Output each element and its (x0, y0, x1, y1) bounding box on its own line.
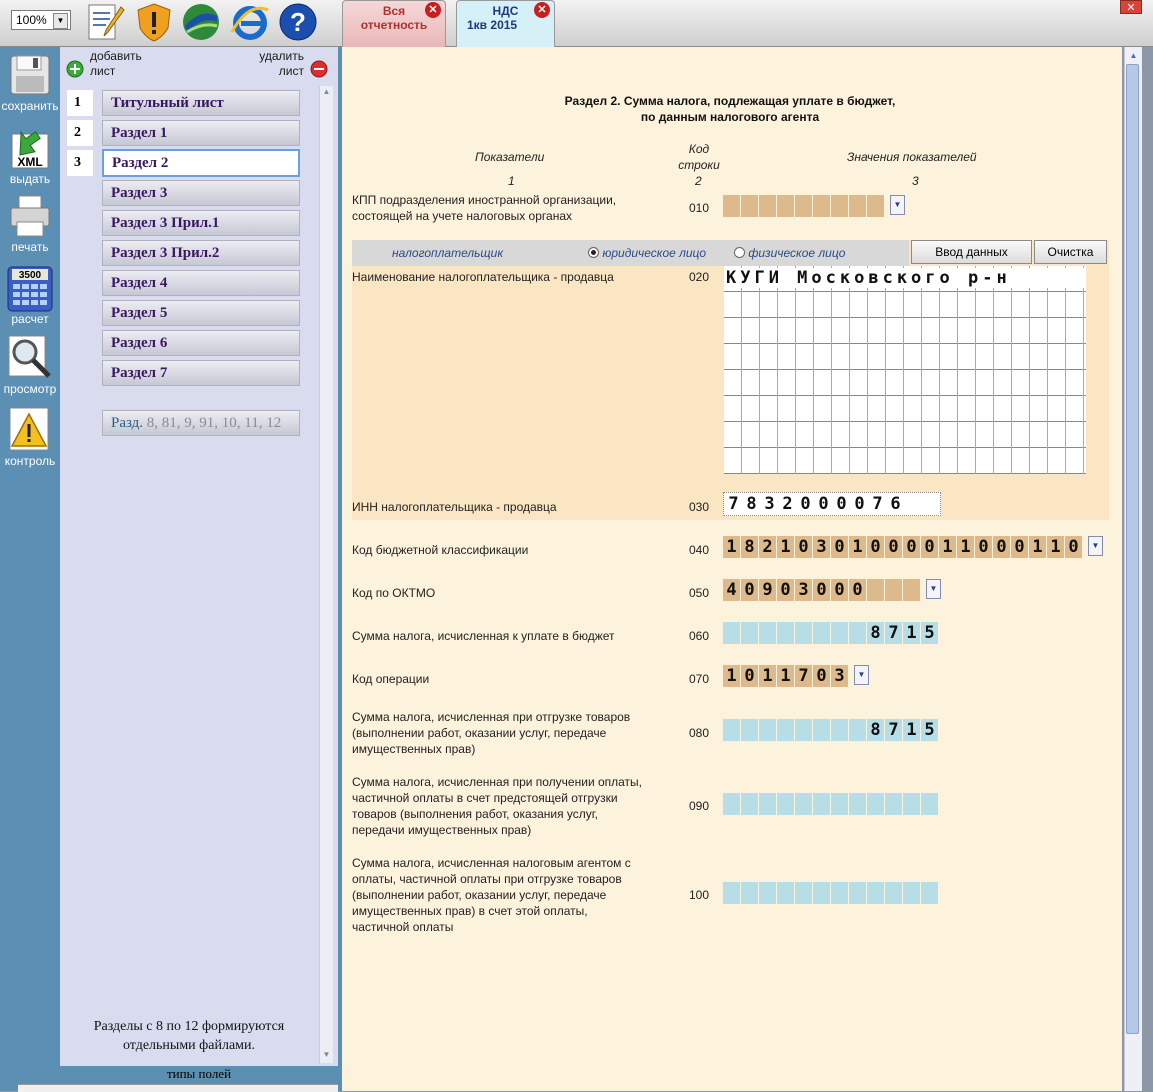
row-070-cell: 3 (831, 665, 848, 687)
row-080-cell: 7 (885, 719, 902, 741)
svg-text:?: ? (290, 7, 306, 37)
row-060-cell: 1 (903, 622, 920, 644)
floppy-disk-icon (9, 54, 51, 96)
radio-unselected-icon (734, 247, 745, 258)
row-090-cell (867, 793, 884, 815)
inn-digit: 0 (854, 494, 865, 514)
row-080-code: 080 (689, 726, 710, 740)
tab-all-reports[interactable] (342, 0, 446, 47)
close-icon[interactable]: ✕ (534, 2, 550, 18)
row-090-cell (723, 793, 740, 815)
row-060-cell (831, 622, 848, 644)
tab-vat-line1: НДС (492, 4, 519, 18)
row-050-cell: 4 (723, 579, 740, 601)
warning-icon (8, 406, 52, 452)
section-title (430, 93, 1030, 125)
add-sheet-label-1: добавить (90, 49, 142, 63)
sheet-section-3-app-2[interactable]: Раздел 3 Прил.2 (102, 240, 300, 266)
add-sheet-label-2: лист (90, 64, 116, 78)
calculate-button[interactable] (0, 266, 60, 328)
row-040-cell: 0 (885, 536, 902, 558)
sheet-list-scrollbar[interactable] (319, 86, 333, 1063)
chevron-down-icon: ▼ (53, 13, 68, 29)
sheet-section-6[interactable]: Раздел 6 (102, 330, 300, 356)
row-070-code: 070 (689, 672, 710, 686)
edit-document-icon[interactable] (86, 2, 126, 42)
radio-legal-entity[interactable]: юридическое лицо (588, 246, 706, 260)
tab-vat-line2: 1кв 2015 (467, 18, 518, 32)
scroll-up-icon[interactable]: ▲ (1129, 51, 1138, 60)
row-090-label: Сумма налога, исчисленная при получении оплаты, частичной оплаты в счет предстоящей отгрузки товаров (выполнения работ, оказания услуг, передачи имущественных прав) (352, 775, 643, 837)
sheet-section-3-app-1[interactable]: Раздел 3 Прил.1 (102, 210, 300, 236)
xml-export-icon (8, 124, 52, 170)
row-050-dropdown[interactable]: ▼ (926, 579, 941, 599)
scroll-down-icon[interactable]: ▼ (322, 1050, 331, 1059)
row-100-cell (813, 882, 830, 904)
inn-digit: 7 (872, 494, 883, 514)
row-100-label: Сумма налога, исчисленная налоговым агентом с оплаты, частичной оплаты при отгрузке товаров (выполнении работ, оказании услуг, передаче имущественных прав) в счет этой оплаты, частичной оплаты (352, 856, 631, 934)
magnifier-icon (7, 334, 53, 380)
row-050-cell: 3 (795, 579, 812, 601)
zoom-value: 100% (16, 13, 47, 27)
save-label: сохранить (1, 99, 59, 113)
section-title-line2: по данным налогового агента (640, 110, 820, 124)
row-050-input[interactable] (723, 579, 921, 601)
row-050-cell: 0 (741, 579, 758, 601)
sheet-extra-sections[interactable] (102, 410, 300, 436)
sheet-number-2: 2 (67, 120, 93, 146)
row-040-cell: 0 (1065, 536, 1082, 558)
row-010-input[interactable] (723, 195, 885, 217)
inn-digit: 2 (782, 494, 793, 514)
row-080-cell (759, 719, 776, 741)
row-040-cell: 0 (993, 536, 1010, 558)
row-040-cell: 1 (939, 536, 956, 558)
row-050-cell (885, 579, 902, 601)
col-code (676, 141, 722, 173)
row-050-cell: 0 (813, 579, 830, 601)
sheet-section-2[interactable]: Раздел 2 (102, 149, 300, 177)
row-080-input[interactable] (723, 719, 939, 741)
export-xml-button[interactable] (0, 124, 60, 188)
help-icon[interactable] (278, 2, 318, 42)
row-090-cell (813, 793, 830, 815)
sheet-section-3[interactable]: Раздел 3 (102, 180, 300, 206)
remove-icon (310, 60, 328, 78)
row-030-code: 030 (689, 500, 710, 514)
save-button[interactable] (0, 54, 60, 116)
row-040-code: 040 (689, 543, 710, 557)
row-090-cell (741, 793, 758, 815)
row-080-cell (723, 719, 740, 741)
add-sheet-button[interactable] (64, 49, 154, 84)
inn-digit: 8 (746, 494, 757, 514)
row-100-cell (795, 882, 812, 904)
row-080-cell (777, 719, 794, 741)
row-100-input[interactable] (723, 882, 939, 904)
row-100-cell (777, 882, 794, 904)
row-070-dropdown[interactable]: ▼ (854, 665, 869, 685)
sheet-section-7[interactable]: Раздел 7 (102, 360, 300, 386)
section-title-line1: Раздел 2. Сумма налога, подлежащая уплате в бюджет, (564, 94, 896, 108)
row-100-cell (741, 882, 758, 904)
row-060-cell (813, 622, 830, 644)
sheet-section-1[interactable]: Раздел 1 (102, 120, 300, 146)
row-060-cell (759, 622, 776, 644)
row-060-cell: 7 (885, 622, 902, 644)
row-090-input[interactable] (723, 793, 939, 815)
row-020-code: 020 (689, 270, 710, 284)
row-030-digits (725, 493, 905, 515)
row-060-cell (723, 622, 740, 644)
row-100-cell (921, 882, 938, 904)
sheet-number-3: 3 (67, 150, 93, 176)
row-060-cell (795, 622, 812, 644)
row-050-cell: 0 (831, 579, 848, 601)
row-070-cell: 0 (741, 665, 758, 687)
inn-digit: 7 (728, 494, 739, 514)
row-010-label: КПП подразделения иностранной организации, состоящей на учете налоговых органах (352, 193, 617, 223)
row-080-cell (741, 719, 758, 741)
preview-label: просмотр (3, 382, 57, 396)
row-090-cell (903, 793, 920, 815)
col-indicators: Показатели (475, 150, 545, 164)
row-060-label: Сумма налога, исчисленная к уплате в бюджет (352, 629, 615, 643)
row-030-label: ИНН налогоплательщика - продавца (352, 500, 557, 514)
row-080-cell (795, 719, 812, 741)
row-050-cell (867, 579, 884, 601)
update-icon[interactable] (181, 2, 221, 42)
col-num-1: 1 (508, 174, 515, 188)
row-100-cell (759, 882, 776, 904)
row-050-code: 050 (689, 586, 710, 600)
row-100-cell (723, 882, 740, 904)
inn-digit: 0 (818, 494, 829, 514)
row-060-code: 060 (689, 629, 710, 643)
inn-digit: 3 (764, 494, 775, 514)
remove-sheet-label-2: лист (278, 64, 304, 78)
col-num-2: 2 (695, 174, 702, 188)
row-060-input[interactable] (723, 622, 939, 644)
row-100-cell (849, 882, 866, 904)
row-100-code: 100 (689, 888, 710, 902)
row-040-cell: 1 (1029, 536, 1046, 558)
inn-digit: 6 (890, 494, 901, 514)
row-020-label: Наименование налогоплательщика - продавца (352, 270, 614, 284)
calculator-icon (7, 266, 53, 312)
extra-sections-prefix: Разд. (111, 415, 144, 431)
row-080-cell: 1 (903, 719, 920, 741)
inn-digit: 0 (800, 494, 811, 514)
row-040-cell: 0 (795, 536, 812, 558)
print-button[interactable] (0, 194, 60, 256)
row-050-cell: 0 (777, 579, 794, 601)
row-090-cell (831, 793, 848, 815)
row-080-cell: 5 (921, 719, 938, 741)
row-040-input[interactable] (723, 536, 1083, 558)
sections-note-line2: отдельными файлами. (122, 1038, 256, 1053)
row-100-cell (831, 882, 848, 904)
col-values: Значения показателей (847, 150, 977, 164)
radio-individual[interactable]: физическое лицо (734, 246, 845, 260)
field-types-bar[interactable] (60, 1066, 338, 1091)
row-090-cell (885, 793, 902, 815)
row-070-cell: 7 (795, 665, 812, 687)
row-040-cell: 1 (957, 536, 974, 558)
sheet-section-4[interactable]: Раздел 4 (102, 270, 300, 296)
field-types-label: типы полей (166, 1066, 232, 1081)
row-090-cell (777, 793, 794, 815)
row-090-cell (921, 793, 938, 815)
sheet-section-5[interactable]: Раздел 5 (102, 300, 300, 326)
extra-sections-list: 8, 81, 9, 91, 10, 11, 12 (146, 415, 282, 431)
remove-sheet-button[interactable] (240, 49, 332, 84)
row-070-label: Код операции (352, 672, 430, 686)
sheet-number-1: 1 (67, 90, 93, 116)
row-040-cell: 3 (813, 536, 830, 558)
row-040-cell: 1 (777, 536, 794, 558)
row-050-label: Код по ОКТМО (352, 586, 436, 600)
row-080-cell (813, 719, 830, 741)
xml-badge: XML (17, 155, 43, 169)
row-070-cell: 1 (723, 665, 740, 687)
row-090-cell (849, 793, 866, 815)
tab-all-reports-line2: отчетность (360, 18, 428, 32)
row-090-cell (795, 793, 812, 815)
row-050-cell (903, 579, 920, 601)
row-060-cell (849, 622, 866, 644)
control-button[interactable] (0, 406, 60, 470)
scroll-up-icon[interactable]: ▲ (322, 87, 331, 96)
calc-label: расчет (11, 312, 49, 326)
col-code-2: строки (678, 158, 720, 172)
row-100-cell (903, 882, 920, 904)
row-090-cell (759, 793, 776, 815)
row-040-cell: 0 (975, 536, 992, 558)
export-label: выдать (9, 172, 51, 186)
row-090-code: 090 (689, 799, 710, 813)
add-icon (66, 60, 84, 78)
row-040-label: Код бюджетной классификации (352, 543, 529, 557)
taxpayer-label: налогоплательщик (392, 246, 503, 260)
print-label: печать (11, 240, 49, 254)
row-070-cell: 1 (777, 665, 794, 687)
control-label: контроль (4, 454, 56, 468)
col-code-1: Код (688, 142, 710, 156)
sheet-title-page[interactable]: Титульный лист (102, 90, 300, 116)
row-050-cell: 0 (849, 579, 866, 601)
printer-icon (9, 194, 51, 238)
row-050-cell: 9 (759, 579, 776, 601)
tab-all-reports-line1: Вся (382, 4, 406, 18)
row-070-input[interactable] (723, 665, 849, 687)
row-020-value: КУГИ Московского р-н (726, 268, 1086, 288)
remove-sheet-label-1: удалить (259, 49, 304, 63)
zoom-select[interactable] (11, 10, 71, 30)
radio-selected-icon (588, 247, 599, 258)
inn-digit: 0 (836, 494, 847, 514)
tab-vat-report[interactable] (456, 0, 555, 47)
row-070-cell: 1 (759, 665, 776, 687)
row-070-cell: 0 (813, 665, 830, 687)
row-040-dropdown[interactable]: ▼ (1088, 536, 1103, 556)
row-060-cell: 8 (867, 622, 884, 644)
row-100-cell (867, 882, 884, 904)
calc-number: 3500 (18, 270, 42, 281)
clear-button[interactable]: Очистка (1034, 240, 1107, 264)
window-close-button[interactable]: ✕ (1120, 0, 1142, 14)
preview-button[interactable] (0, 334, 60, 398)
browser-icon[interactable] (230, 2, 270, 42)
row-040-cell: 0 (903, 536, 920, 558)
row-020-input[interactable] (724, 266, 1086, 474)
row-080-cell (849, 719, 866, 741)
row-060-cell (777, 622, 794, 644)
row-040-cell: 1 (723, 536, 740, 558)
row-060-cell: 5 (921, 622, 938, 644)
scroll-thumb[interactable] (1126, 64, 1139, 1034)
row-080-cell (831, 719, 848, 741)
row-100-cell (885, 882, 902, 904)
input-data-button[interactable]: Ввод данных (911, 240, 1032, 264)
row-010-dropdown[interactable]: ▼ (890, 195, 905, 215)
row-040-cell: 1 (1047, 536, 1064, 558)
row-040-cell: 0 (1011, 536, 1028, 558)
row-010-code: 010 (689, 201, 710, 215)
col-num-3: 3 (912, 174, 919, 188)
row-040-cell: 2 (759, 536, 776, 558)
row-080-cell: 8 (867, 719, 884, 741)
sections-note-line1: Разделы с 8 по 12 формируются (93, 1019, 285, 1034)
row-080-label: Сумма налога, исчисленная при отгрузке товаров (выполнении работ, оказании услуг, передаче имущественных прав) (352, 710, 631, 756)
shield-icon[interactable] (134, 2, 174, 42)
row-040-cell: 0 (831, 536, 848, 558)
row-040-cell: 8 (741, 536, 758, 558)
row-040-cell: 1 (849, 536, 866, 558)
close-icon[interactable]: ✕ (425, 2, 441, 18)
row-040-cell: 0 (921, 536, 938, 558)
row-040-cell: 0 (867, 536, 884, 558)
row-060-cell (741, 622, 758, 644)
